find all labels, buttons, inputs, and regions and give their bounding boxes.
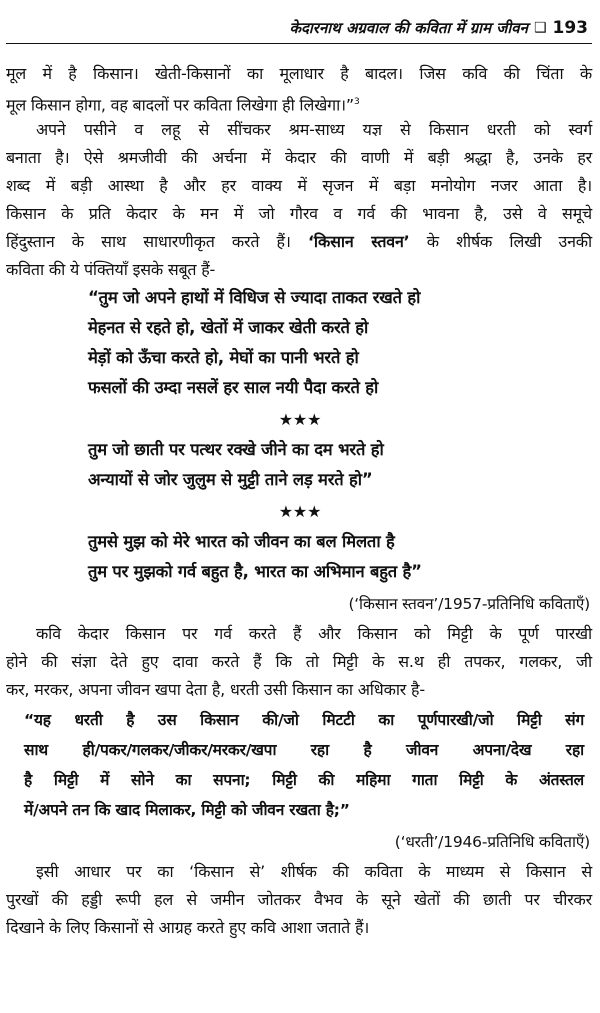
poem-line: मेड़ों को ऊँचा करते हो, मेघों का पानी भरते हो bbox=[88, 348, 359, 367]
poem-title-bold: ‘किसान स्तवन’ bbox=[307, 232, 410, 251]
poem-line: तुम जो छाती पर पत्थर रक्खे जीने का दम भरते हो bbox=[88, 440, 384, 459]
text-line: अपने पसीने व लहू से सींचकर श्रम-साध्य यज्ञ से किसान धरती को स्वर्ग bbox=[36, 120, 592, 139]
text-span: के शीर्षक लिखी उनकी bbox=[409, 232, 592, 251]
text-line: किसान के प्रति केदार के मन में जो गौरव व गर्व की भावना है, उसे वे समूचे bbox=[6, 204, 592, 223]
stars-separator: ★★★ bbox=[278, 502, 322, 521]
stars-separator: ★★★ bbox=[278, 410, 322, 429]
text-line: कविता की ये पंक्तियाँ इसके सबूत हैं- bbox=[6, 260, 216, 279]
poem-line: मेहनत से रहते हो, खेतों में जाकर खेती करते हो bbox=[88, 318, 369, 337]
text-span: मूल किसान होगा, वह बादलों पर कविता लिखेगा ही लिखेगा।” bbox=[6, 95, 354, 115]
poem-line: तुम पर मुझको गर्व बहुत है, भारत का अभिमान बहुत है” bbox=[88, 562, 422, 581]
text-line: शब्द में बड़ी आस्था है और हर वाक्य में सृजन में बड़ा मनोयोग नजर आता है। bbox=[6, 176, 592, 195]
text-span: हिंदुस्तान के साथ साधारणीकृत करते हैं। bbox=[6, 232, 308, 251]
text-line: दिखाने के लिए किसानों से आग्रह करते हुए कवि आशा जताते हैं। bbox=[6, 918, 370, 937]
footnote-marker: 3 bbox=[353, 97, 360, 107]
page-number: 193 bbox=[552, 18, 588, 38]
poem-line: साथ ही/पकर/गलकर/जीकर/मरकर/खपा रहा है जीवन अपना/देख रहा bbox=[24, 741, 584, 759]
text-line: कर, मरकर, अपना जीवन खपा देता है, धरती उसी किसान का अधिकार है- bbox=[6, 680, 425, 699]
box-bullet-icon: ❑ bbox=[533, 20, 547, 36]
poem-line: “यह धरती है उस किसान की/जो मिटटी का पूर्णपारखी/जो मिट्टी संग bbox=[24, 711, 584, 729]
poem-line: में/अपने तन कि खाद मिलाकर, मिट्टी को जीवन रखता है;” bbox=[24, 801, 350, 819]
text-line: होने की संज्ञा देते हुए दावा करते हैं कि तो मिट्टी के स.थ ही तपकर, गलकर, जी bbox=[6, 652, 592, 671]
poem-line: है मिट्टी में सोने का सपना; मिट्टी की महिमा गाता मिट्टी के अंतस्तल bbox=[24, 771, 584, 789]
text-line: बनाता है। ऐसे श्रमजीवी की अर्चना में केदार की वाणी में बड़ी श्रद्धा है, उनके हर bbox=[6, 148, 592, 167]
running-title: केदारनाथ अग्रवाल की कविता में ग्राम जीवन bbox=[289, 19, 528, 37]
header-rule bbox=[6, 43, 592, 44]
running-header bbox=[0, 14, 588, 42]
text-line: इसी आधार पर का ‘किसान से’ शीर्षक की कविता के माध्यम से किसान से bbox=[36, 862, 592, 881]
text-line bbox=[6, 230, 592, 258]
text-line: मूल में है किसान। खेती-किसानों का मूलाधार है बादल। जिस कवि की चिंता के bbox=[6, 64, 592, 83]
poem-line: फसलों की उम्दा नसलें हर साल नयी पैदा करते हो bbox=[88, 378, 379, 397]
text-line: पुरखों की हड्डी रूपी हल से जमीन जोतकर वैभव के सूने खेतों की छाती पर चीरकर bbox=[6, 890, 592, 909]
poem-line: “तुम जो अपने हाथों में विधिज से ज्यादा ताकत रखते हो bbox=[88, 288, 421, 307]
citation: (‘किसान स्तवन’/1957-प्रतिनिधि कविताएँ) bbox=[348, 595, 590, 613]
poem-line: अन्यायों से जोर जुलुम से मुट्टी ताने लड़ मरते हो” bbox=[88, 470, 373, 489]
text-line: कवि केदार किसान पर गर्व करते हैं और किसान को मिट्टी के पूर्ण पारखी bbox=[36, 624, 592, 643]
poem-line: तुमसे मुझ को मेरे भारत को जीवन का बल मिलता है bbox=[88, 532, 395, 551]
citation: (‘धरती’/1946-प्रतिनिधि कविताएँ) bbox=[394, 833, 590, 851]
text-line bbox=[6, 90, 592, 118]
